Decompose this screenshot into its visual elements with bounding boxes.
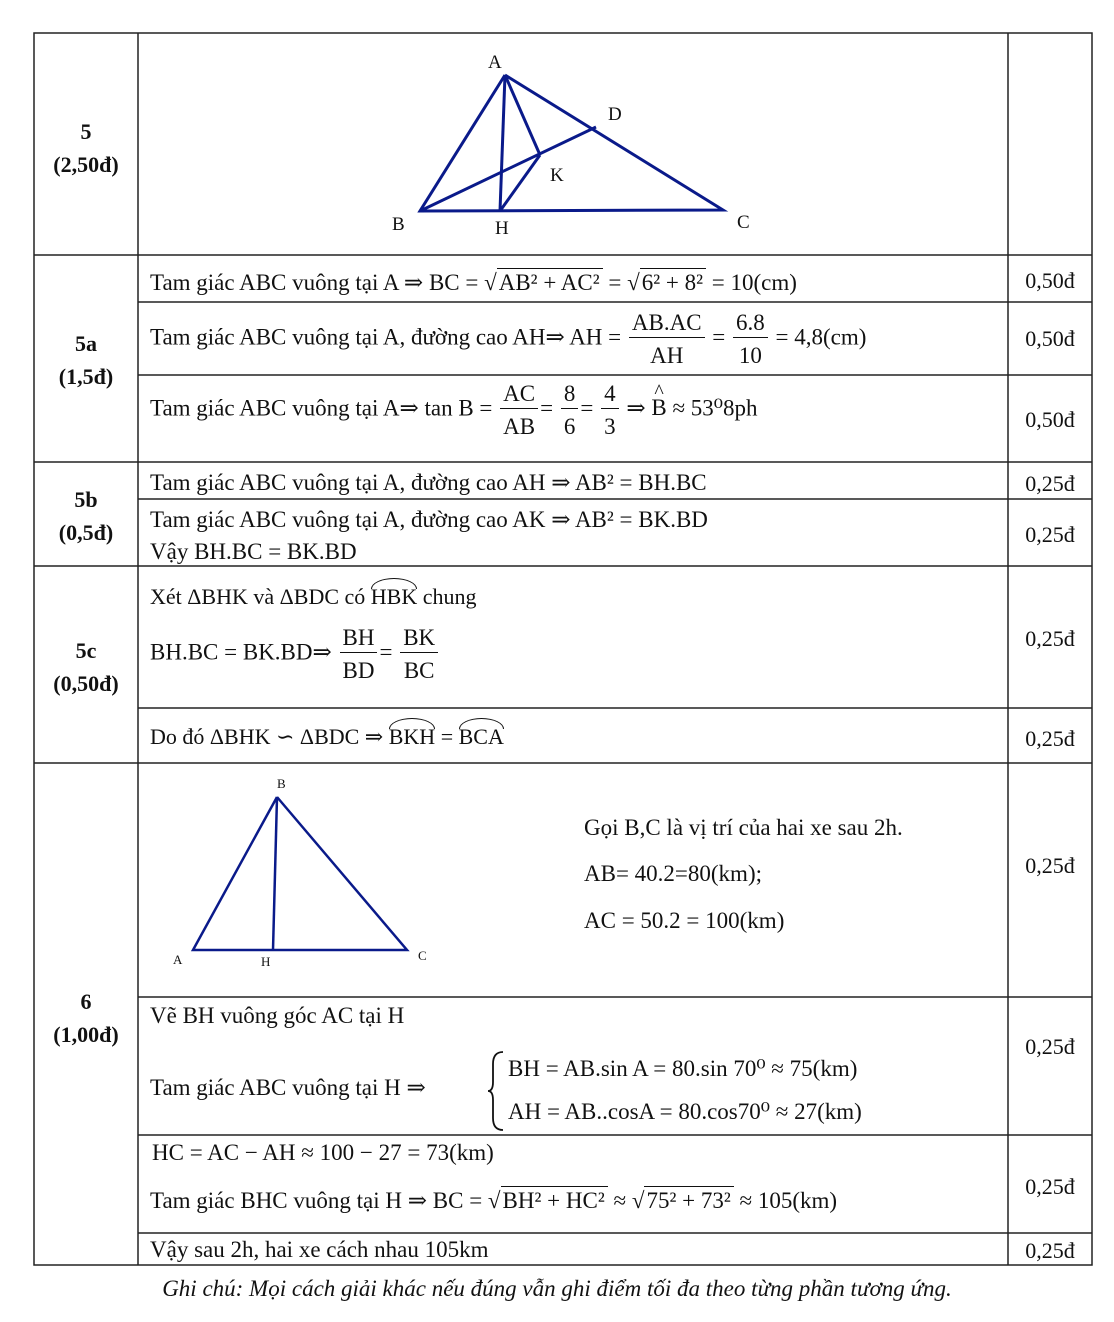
triangle-figure-1 [380, 48, 780, 243]
footer-note: Ghi chú: Mọi cách giải khác nếu đúng vẫn ghi điểm tối đa theo từng phần tương ứng. [162, 1276, 952, 1301]
fig1-label-K: K [550, 165, 564, 186]
r5b-score1: 0,25đ [1025, 471, 1075, 496]
r6-score1: 0,25đ [1025, 853, 1075, 878]
r5a-line1: Tam giác ABC vuông tại A ⇒ BC = √AB² + AC² = √6² + 8² = 10(cm) [150, 270, 797, 295]
r6-score3: 0,25đ [1025, 1174, 1075, 1199]
r5b-line3: Vậy BH.BC = BK.BD [150, 539, 357, 564]
r5c-line2: BH.BC = BK.BD⇒ $\frac{BH}{BD}$ = $\frac{BK}{BC}$ [150, 626, 440, 682]
fig1-label-H: H [495, 218, 509, 239]
fig2-label-B: B [277, 776, 286, 791]
r6-text1: Gọi B,C là vị trí của hai xe sau 2h. [584, 815, 903, 840]
r6-sys1: BH = AB.sin A = 80.sin 70⁰ ≈ 75(km) [508, 1056, 858, 1081]
r5a-score2: 0,50đ [1025, 326, 1075, 351]
r6-line3: HC = AC − AH ≈ 100 − 27 = 73(km) [152, 1140, 494, 1165]
r5a-line3: Tam giác ABC vuông tại A⇒ tan B = $\frac{AC}{AB}$ = $\frac{8}{6}$ = $\frac{4}{3}$ ⇒ ^ B ≈ 53⁰8ph [150, 382, 758, 438]
r6-text2: AB= 40.2=80(km); [584, 861, 762, 886]
fig1-label-C: C [737, 212, 750, 233]
fig1-label-D: D [608, 104, 622, 125]
r5c-line3: Do đó ΔBHK ∽ ΔBDC ⇒ BKH = BCA [150, 720, 504, 748]
r5c-score2: 0,25đ [1025, 726, 1075, 751]
r5a-score3: 0,50đ [1025, 407, 1075, 432]
row-5b-label: 5b (0,5đ) [58, 487, 114, 545]
row-6-label: 6 (1,00đ) [53, 989, 119, 1047]
fig1-label-A: A [488, 52, 502, 73]
r6-line2: Tam giác ABC vuông tại H ⇒ [150, 1075, 426, 1100]
fig2-label-H: H [261, 954, 271, 969]
r6-line4: Tam giác BHC vuông tại H ⇒ BC = √BH² + HC² ≈ √75² + 73² ≈ 105(km) [150, 1188, 838, 1213]
r5c-line1: Xét ΔBHK và ΔBDC có HBK chung [150, 580, 477, 608]
r5b-line2: Tam giác ABC vuông tại A, đường cao AK ⇒ AB² = BK.BD [150, 507, 708, 532]
r6-score4: 0,25đ [1025, 1238, 1075, 1263]
r6-line5: Vậy sau 2h, hai xe cách nhau 105km [150, 1237, 489, 1262]
row-5a-label: 5a (1,5đ) [58, 331, 114, 389]
r5c-score1: 0,25đ [1025, 626, 1075, 651]
r6-text3: AC = 50.2 = 100(km) [584, 908, 785, 933]
row-5-label: 5 (2,50đ) [53, 119, 119, 177]
r5b-line1: Tam giác ABC vuông tại A, đường cao AH ⇒ AB² = BH.BC [150, 470, 707, 495]
fig1-label-B: B [392, 214, 405, 235]
r6-score2: 0,25đ [1025, 1034, 1075, 1059]
row-5c-label: 5c (0,50đ) [53, 638, 119, 696]
r5a-score1: 0,50đ [1025, 268, 1075, 293]
system-brace [487, 1050, 507, 1132]
r5b-score2: 0,25đ [1025, 522, 1075, 547]
r6-sys2: AH = AB..cosA = 80.cos70⁰ ≈ 27(km) [508, 1099, 862, 1124]
triangle-figure-2 [160, 770, 450, 970]
fig2-label-C: C [418, 948, 427, 963]
r5a-line2: Tam giác ABC vuông tại A, đường cao AH⇒ AH = $\frac{AB.AC}{AH}$ = $\frac{6.8}{10}$ = 4,8(cm) [150, 310, 867, 368]
r6-line1: Vẽ BH vuông góc AC tại H [150, 1003, 405, 1028]
fig2-label-A: A [173, 952, 183, 967]
